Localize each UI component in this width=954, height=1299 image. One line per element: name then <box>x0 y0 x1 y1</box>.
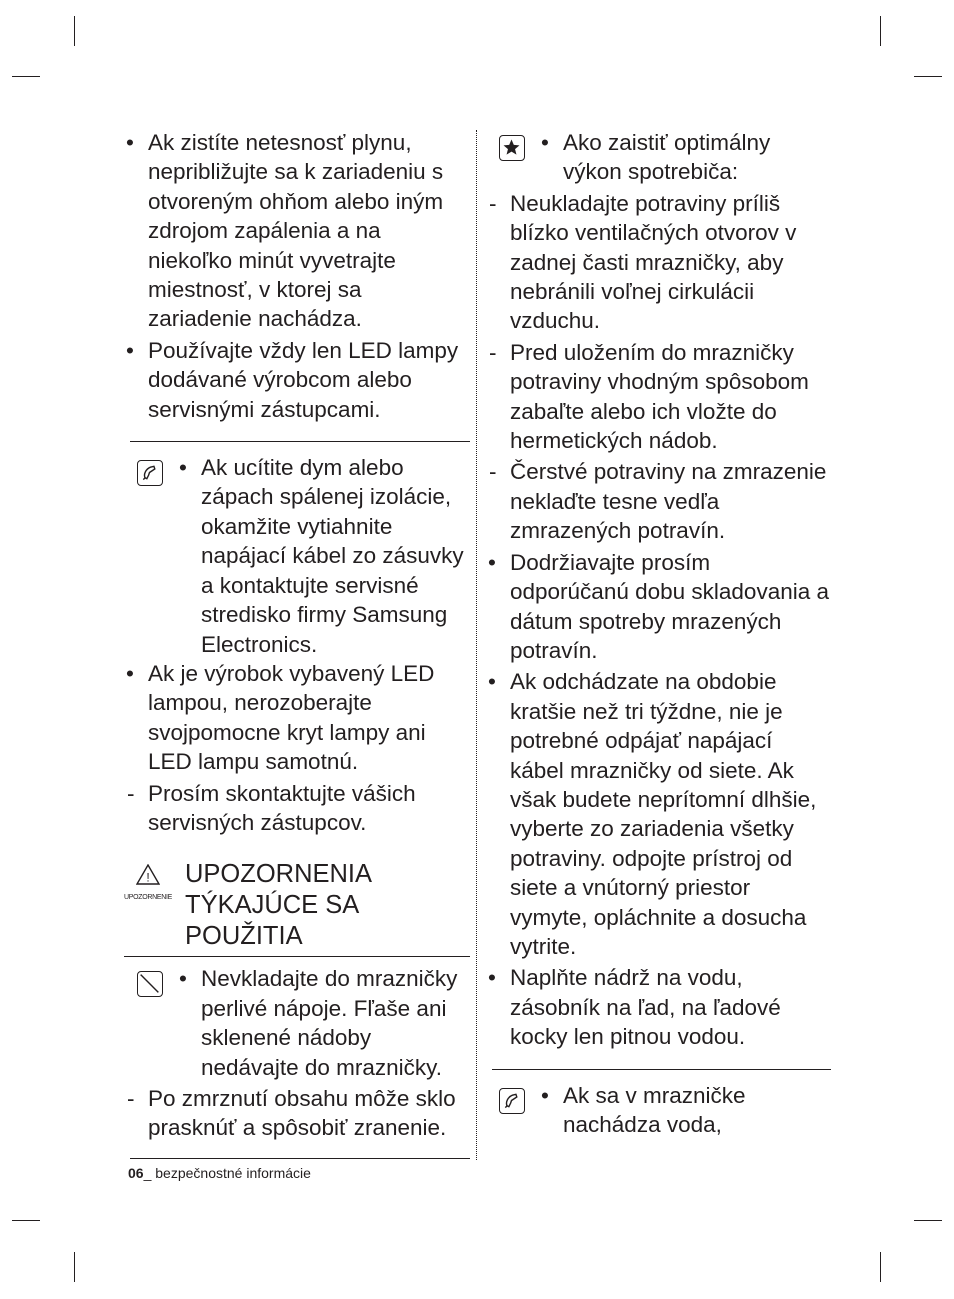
list-item: • Ako zaistiť optimálny výkon spotrebiča: <box>539 128 831 187</box>
list-item: • Ak ucítite dym alebo zápach spálenej izolácie, okamžite vytiahnite napájací kábel zo zásuvky a kontaktujte servisné stredisko firmy Samsung Electronics. <box>177 453 470 659</box>
footer-section: bezpečnostné informácie <box>155 1165 311 1181</box>
section-title <box>185 859 470 952</box>
list-item-dash: - Neukladajte potraviny príliš blízko ventilačných otvorov v zadnej časti mrazničky, aby nebránili voľnej cirkulácii vzduchu. <box>486 189 831 336</box>
divider <box>124 956 470 957</box>
crop-mark <box>74 1252 75 1282</box>
footer-separator: _ <box>143 1165 156 1181</box>
crop-mark <box>880 1252 881 1282</box>
list-item: • Ak je výrobok vybavený LED lampou, nerozoberajte svojpomocne kryt lampy ani LED lampu samotnú. <box>124 659 470 777</box>
column-divider <box>476 130 477 1160</box>
list-item: • Ak sa v mrazničke nachádza voda, <box>539 1081 831 1140</box>
list-item: • Používajte vždy len LED lampy dodávané výrobcom alebo servisnými zástupcami. <box>124 336 470 424</box>
list-item-dash: - Prosím skontaktujte vášich servisných zástupcov. <box>124 779 470 838</box>
section-title-line: UPOZORNENIA <box>185 860 373 889</box>
phone-icon <box>499 1088 525 1114</box>
list-item: • Naplňte nádrž na vodu, zásobník na ľad, na ľadové kocky len pitnou vodou. <box>486 963 831 1051</box>
warning-heading <box>124 859 470 952</box>
list-item: • Dodržiavajte prosím odporúčanú dobu skladovania a dátum spotreby mrazených potravín. <box>486 548 831 666</box>
list-item: • Ak zistíte netesnosť plynu, nepribližujte sa k zariadeniu s otvoreným ohňom alebo iným zdrojom zapálenia a na niekoľko minút vyvetrajte miestnosť, v ktorej sa zariadenie nachádza. <box>124 128 470 334</box>
left-column <box>124 128 470 1159</box>
section-title-line: POUŽITIA <box>185 922 303 951</box>
crop-mark <box>12 76 40 77</box>
divider <box>130 1158 470 1159</box>
divider <box>492 1069 831 1070</box>
divider <box>130 441 470 442</box>
svg-text:!: ! <box>146 870 150 885</box>
right-column <box>486 128 831 1139</box>
list-item: • Ak odchádzate na obdobie kratšie než tri týždne, nie je potrebné odpájať napájací kábel mrazničky od siete. Ak však budete neprítomní dlhšie, vyberte zo zariadenia všetky potraviny. odpojte prístroj od siete a vnútorný priestor vymyte, opláchnite a dosucha vytrite. <box>486 667 831 961</box>
warning-triangle-icon <box>124 863 172 901</box>
call-notice <box>124 453 470 659</box>
list-item-dash: - Pred uložením do mrazničky potraviny vhodným spôsobom zabaľte alebo ich vložte do hermetických nádob. <box>486 338 831 456</box>
star-icon <box>499 135 525 161</box>
crop-mark <box>74 16 75 46</box>
section-title-line: TÝKAJÚCE SA <box>185 891 360 920</box>
warning-icon-label: UPOZORNENIE <box>124 893 173 901</box>
list-item-dash: - Čerstvé potraviny na zmrazenie neklaďte tesne vedľa zmrazených potravín. <box>486 457 831 545</box>
phone-icon <box>137 460 163 486</box>
prohibited-icon <box>137 971 163 997</box>
call-notice <box>486 1081 831 1140</box>
list-item-dash: - Po zmrznutí obsahu môže sklo prasknúť a spôsobiť zranenie. <box>124 1084 470 1143</box>
prohibition-notice <box>124 964 470 1082</box>
crop-mark <box>880 16 881 46</box>
crop-mark <box>914 1220 942 1221</box>
page-number: 06 <box>128 1165 144 1181</box>
page-footer <box>128 1164 311 1182</box>
tip-notice <box>486 128 831 187</box>
crop-mark <box>12 1220 40 1221</box>
list-item: • Nevkladajte do mrazničky perlivé nápoje. Fľaše ani sklenené nádoby nedávajte do mrazničky. <box>177 964 470 1082</box>
crop-mark <box>914 76 942 77</box>
